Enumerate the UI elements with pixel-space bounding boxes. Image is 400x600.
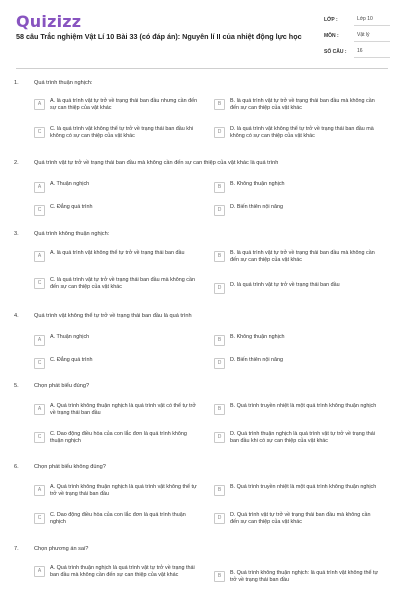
option-letter-badge: C (34, 278, 45, 289)
meta-panel (324, 12, 390, 60)
option-text: B. Quá trình truyền nhiệt là một quá trình không thuận nghịch (230, 484, 377, 490)
option-b (214, 334, 384, 346)
meta-value: Vật lý (354, 30, 390, 42)
meta-label: MÔN : (324, 33, 339, 39)
quizizz-logo: Quizizz (16, 12, 82, 31)
option-text: C. Dao động điều hòa của con lắc đơn là quá trình thuận nghịch (50, 512, 186, 526)
option-a (34, 403, 204, 418)
question-text: Chọn phương án sai? (34, 546, 89, 552)
question-number: 2. (14, 160, 19, 166)
option-a (34, 181, 204, 193)
option-letter-badge: C (34, 432, 45, 443)
option-a (34, 565, 204, 580)
option-b (214, 403, 384, 415)
option-text: B. Quá trình truyền nhiệt là một quá trình không thuận nghịch (230, 403, 377, 409)
option-text: B. Quá trình không thuận nghịch: là quá trình vật không thể tự trở về trạng thái ban đầu (230, 570, 379, 584)
option-text: C. là quá trình vật tự trở về trạng thái ban đầu mà không cần đến sự can thiệp của vật khác (50, 277, 195, 291)
option-text: C. là quá trình vật không thể tự trở về trạng thái ban đầu khi không có sự can thiệp của vật khác (50, 126, 194, 140)
option-d (214, 512, 384, 527)
option-text: D. Quá trình vật tự trở về trạng thái ban đầu mà không cần đến sự can thiệp của vật khác (230, 512, 371, 526)
option-letter-badge: D (214, 283, 225, 294)
question-number: 7. (14, 546, 19, 552)
option-b (214, 98, 384, 113)
question-text: Quá trình thuận nghịch: (34, 80, 93, 86)
question-text: Quá trình vật không thể tự trở về trạng thái ban đầu là quá trình (34, 313, 192, 319)
option-letter-badge: B (214, 99, 225, 110)
option-text: A. Quá trình không thuận nghịch là quá trình vật có thể tự trở về trạng thái ban đầu (50, 403, 196, 417)
option-letter-badge: D (214, 127, 225, 138)
option-text: A. là quá trình vật tự trở về trạng thái ban đầu nhưng cần đến sự can thiệp của vật khác (50, 98, 198, 112)
option-d (214, 357, 384, 369)
option-text: D. là quá trình vật tự trở về trạng thái ban đầu (230, 282, 340, 288)
option-b (214, 181, 384, 193)
option-c (34, 126, 204, 141)
option-text: B. là quá trình vật tự trở về trạng thái ban đầu mà không cần đến sự can thiệp của vật khác (230, 98, 375, 112)
meta-value: 16 (354, 46, 390, 58)
option-letter-badge: A (34, 182, 45, 193)
option-d (214, 431, 384, 446)
option-letter-badge: B (214, 182, 225, 193)
question-number: 3. (14, 231, 19, 237)
option-a (34, 98, 204, 113)
option-letter-badge: B (214, 251, 225, 262)
option-d (214, 204, 384, 216)
question-text: Chọn phát biểu đúng? (34, 383, 90, 389)
option-text: A. Quá trình không thuận nghịch là quá trình vật không thể tự trở về trạng thái ban đầu (50, 484, 197, 498)
meta-value: Lớp 10 (354, 14, 390, 26)
option-letter-badge: C (34, 205, 45, 216)
meta-label: LỚP : (324, 17, 338, 23)
meta-row-grade (324, 12, 390, 28)
option-letter-badge: A (34, 99, 45, 110)
option-text: B. Không thuận nghịch (230, 181, 285, 187)
option-text: C. Đẳng quá trình (50, 204, 93, 210)
option-letter-badge: A (34, 566, 45, 577)
option-letter-badge: C (34, 127, 45, 138)
option-c (34, 512, 204, 527)
option-letter-badge: B (214, 485, 225, 496)
option-d (214, 126, 384, 141)
question-text: Quá trình vật tự trở về trạng thái ban đầu mà không cần đến sự can thiệp của vật khác là quá trình (34, 160, 279, 166)
meta-row-subject (324, 28, 390, 44)
option-a (34, 250, 204, 262)
option-text: B. là quá trình vật tự trở về trạng thái ban đầu mà không cần đến sự can thiệp của vật khác (230, 250, 375, 264)
option-text: A. Quá trình thuận nghịch là quá trình vật tự trở về trạng thái ban đầu mà không cần đến sự can thiệp của vật khác (50, 565, 195, 579)
option-b (214, 484, 384, 496)
option-b (214, 250, 384, 265)
option-letter-badge: A (34, 335, 45, 346)
option-letter-badge: D (214, 205, 225, 216)
meta-row-count (324, 44, 390, 60)
option-text: D. là quá trình vật không thể tự trở về trạng thái ban đầu mà không có sự can thiệp của vật khác (230, 126, 374, 140)
option-d (214, 282, 384, 294)
meta-label: SỐ CÂU : (324, 49, 347, 55)
option-letter-badge: B (214, 335, 225, 346)
option-text: A. Thuận nghịch (50, 181, 90, 187)
option-a (34, 334, 204, 346)
option-letter-badge: A (34, 404, 45, 415)
header-divider (16, 68, 388, 69)
option-a (34, 484, 204, 499)
option-letter-badge: B (214, 404, 225, 415)
option-b (214, 570, 384, 585)
option-letter-badge: D (214, 358, 225, 369)
page-title: 58 câu Trắc nghiệm Vật Lí 10 Bài 33 (có đáp án): Nguyên lí II của nhiệt động lực học (16, 32, 302, 41)
option-letter-badge: C (34, 513, 45, 524)
option-c (34, 204, 204, 216)
question-number: 1. (14, 80, 19, 86)
option-letter-badge: D (214, 513, 225, 524)
option-text: A. là quá trình vật không thể tự trở về trạng thái ban đầu (50, 250, 185, 256)
question-text: Chọn phát biểu không đúng? (34, 464, 106, 470)
option-c (34, 357, 204, 369)
option-text: C. Đẳng quá trình (50, 357, 93, 363)
option-text: A. Thuận nghịch (50, 334, 90, 340)
question-number: 6. (14, 464, 19, 470)
question-number: 4. (14, 313, 19, 319)
option-c (34, 431, 204, 446)
question-text: Quá trình không thuận nghịch: (34, 231, 110, 237)
option-letter-badge: A (34, 485, 45, 496)
option-text: D. Quá trình thuận nghịch là quá trình vật tự trở về trạng thái ban đầu khi có sự can thiệp của vật khác (230, 431, 375, 445)
question-number: 5. (14, 383, 19, 389)
option-text: D. Biến thiên nội năng (230, 357, 284, 363)
option-letter-badge: D (214, 432, 225, 443)
option-text: B. Không thuận nghịch (230, 334, 285, 340)
option-text: C. Dao động điều hòa của con lắc đơn là quá trình không thuận nghịch (50, 431, 187, 445)
option-text: D. Biến thiên nội năng (230, 204, 284, 210)
option-letter-badge: B (214, 571, 225, 582)
option-c (34, 277, 204, 292)
option-letter-badge: A (34, 251, 45, 262)
option-letter-badge: C (34, 358, 45, 369)
